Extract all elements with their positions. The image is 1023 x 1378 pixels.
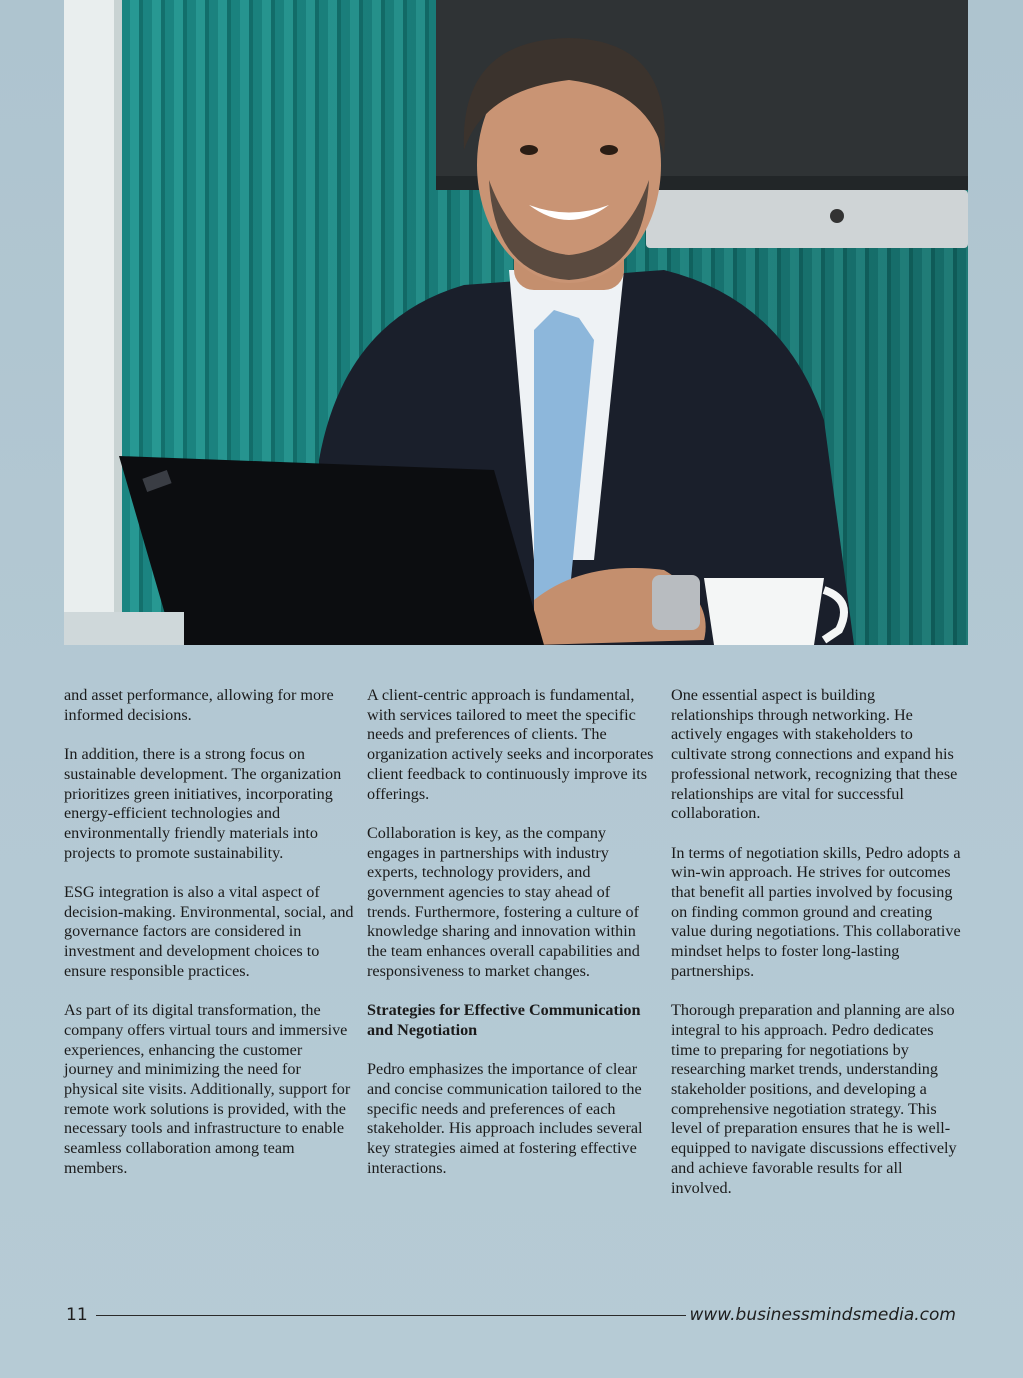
paragraph: In terms of negotiation skills, Pedro adopts a win-win approach. He strives for outcomes that benefit all parties involved by focusing on finding common ground and creating value during negotiations. This collaborative mindset helps to foster long-lasting partnerships. xyxy=(671,843,961,980)
footer-url-link[interactable]: www.businessmindsmedia.com xyxy=(689,1305,956,1325)
paragraph: and asset performance, allowing for more informed decisions. xyxy=(64,686,334,724)
portrait-photo xyxy=(64,0,968,645)
column-1 xyxy=(64,686,354,1198)
paragraph: Pedro emphasizes the importance of clear and concise communication tailored to the specific needs and preferences of each stakeholder. His approach includes several key strategies aimed at fostering effective interactions. xyxy=(367,1060,643,1177)
column-2 xyxy=(367,686,657,1198)
page-number: 11 xyxy=(66,1305,88,1325)
paragraph: ESG integration is also a vital aspect of decision-making. Environmental, social, and governance factors are considered in investment and development choices to ensure responsible practices. xyxy=(64,883,354,980)
paragraph: Thorough preparation and planning are also integral to his approach. Pedro dedicates time to preparing for negotiations by researching market trends, understanding stakeholder positions, and developing a comprehensive negotiation strategy. This level of preparation ensures that he is well-equipped to navigate discussions effectively and achieve favorable results for all involved. xyxy=(671,1001,957,1197)
paragraph: One essential aspect is building relationships through networking. He actively engages with stakeholders to cultivate strong connections and expand his professional network, recognizing that these relationships are vital for successful collaboration. xyxy=(671,686,958,823)
paragraph: Collaboration is key, as the company engages in partnerships with industry experts, technology providers, and government agencies to stay ahead of trends. Furthermore, fostering a culture of knowledge sharing and innovation within the team enhances overall capabilities and responsiveness to market changes. xyxy=(367,823,640,980)
footer-divider xyxy=(96,1315,686,1316)
paragraph: A client-centric approach is fundamental, with services tailored to meet the specific needs and preferences of clients. The organization actively seeks and incorporates client feedback to continuously improve its offerings. xyxy=(367,686,654,803)
paragraph: In addition, there is a strong focus on sustainable development. The organization prioritizes green initiatives, incorporating energy-efficient technologies and environmentally friendly materials into projects to promote sustainability. xyxy=(64,745,342,862)
paragraph: As part of its digital transformation, the company offers virtual tours and immersive experiences, enhancing the customer journey and minimizing the need for physical site visits. Additionally, support for remote work solutions is provided, with the necessary tools and infrastructure to enable seamless collaboration among team members. xyxy=(64,1001,351,1177)
section-heading: Strategies for Effective Communication and Negotiation xyxy=(367,1001,641,1039)
column-3 xyxy=(671,686,961,1218)
